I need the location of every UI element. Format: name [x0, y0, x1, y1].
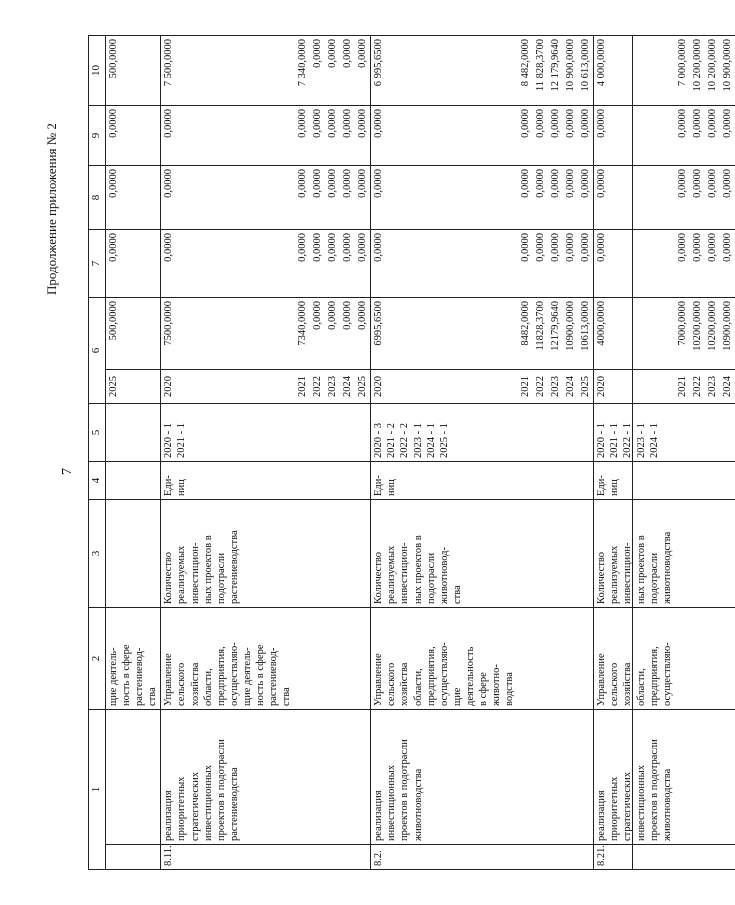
row-number-cell	[720, 845, 735, 870]
table-row	[105, 36, 161, 870]
unit-cell	[325, 462, 340, 500]
federal-funds-cell: 8482,0000	[518, 298, 533, 370]
row-number-cell	[690, 845, 705, 870]
col-number: 8	[89, 166, 106, 230]
activity-name-cell: реализация приоритетных стратегических инвестиционных проектов в подотрасли растениеводства	[161, 710, 295, 845]
year-cell: 2025	[105, 370, 161, 404]
unit-cell	[310, 462, 325, 500]
col-number: 7	[89, 230, 106, 298]
executor-cell: Управление сельского хозяйства области, предприятия, осуществляю-	[594, 608, 675, 710]
activity-name-cell	[720, 710, 735, 845]
regional-funds-cell: 0,0000	[690, 230, 705, 298]
federal-funds-cell: 0,0000	[325, 298, 340, 370]
regional-funds-cell: 0,0000	[594, 230, 675, 298]
col-number: 2	[89, 608, 106, 710]
other-funds-cell: 0,0000	[325, 106, 340, 166]
indicator-name-cell	[578, 500, 594, 608]
row-number-cell	[563, 845, 578, 870]
year-cell: 2022	[533, 370, 548, 404]
executor-cell	[340, 608, 355, 710]
local-funds-cell: 0,0000	[690, 166, 705, 230]
indicator-values-cell	[518, 404, 533, 462]
indicator-values-cell	[105, 404, 161, 462]
executor-cell	[690, 608, 705, 710]
local-funds-cell: 0,0000	[720, 166, 735, 230]
indicator-name-cell	[690, 500, 705, 608]
regional-funds-cell: 0,0000	[310, 230, 325, 298]
table-row	[594, 36, 675, 870]
indicator-values-cell	[675, 404, 690, 462]
activity-name-cell	[295, 710, 310, 845]
total-funds-cell: 7 000,0000	[675, 36, 690, 106]
unit-cell	[690, 462, 705, 500]
unit-cell	[340, 462, 355, 500]
activity-name-cell	[675, 710, 690, 845]
table-row	[295, 36, 310, 870]
indicator-values-cell	[310, 404, 325, 462]
other-funds-cell: 0,0000	[548, 106, 563, 166]
activity-name-cell	[340, 710, 355, 845]
executor-cell	[355, 608, 371, 710]
row-number-cell	[548, 845, 563, 870]
total-funds-cell: 0,0000	[310, 36, 325, 106]
regional-funds-cell: 0,0000	[371, 230, 518, 298]
appendix-header: Продолжение приложения № 2	[44, 123, 59, 295]
total-funds-cell: 11 828,3700	[533, 36, 548, 106]
year-cell: 2024	[340, 370, 355, 404]
other-funds-cell: 0,0000	[578, 106, 594, 166]
indicator-values-cell	[325, 404, 340, 462]
activity-name-cell	[578, 710, 594, 845]
page-number: 7	[60, 468, 75, 475]
col-number: 4	[89, 462, 106, 500]
other-funds-cell: 0,0000	[161, 106, 295, 166]
federal-funds-cell: 10200,0000	[690, 298, 705, 370]
unit-cell: Еди- ниц	[594, 462, 675, 500]
regional-funds-cell: 0,0000	[563, 230, 578, 298]
other-funds-cell: 0,0000	[355, 106, 371, 166]
table-row	[720, 36, 735, 870]
table-row	[578, 36, 594, 870]
regional-funds-cell: 0,0000	[578, 230, 594, 298]
year-cell: 2024	[720, 370, 735, 404]
other-funds-cell: 0,0000	[105, 106, 161, 166]
row-number-cell	[533, 845, 548, 870]
total-funds-cell: 8 482,0000	[518, 36, 533, 106]
executor-cell	[578, 608, 594, 710]
indicator-values-cell: 2020 - 1 2021 - 1 2022 - 1 2023 - 1 2024 - 1	[594, 404, 675, 462]
regional-funds-cell: 0,0000	[161, 230, 295, 298]
year-cell: 2023	[548, 370, 563, 404]
col-number: 5	[89, 404, 106, 462]
unit-cell	[295, 462, 310, 500]
col-number: 6	[89, 298, 106, 404]
unit-cell	[518, 462, 533, 500]
year-cell: 2021	[295, 370, 310, 404]
other-funds-cell: 0,0000	[675, 106, 690, 166]
row-number-cell: 8.11.	[161, 845, 295, 870]
executor-cell	[518, 608, 533, 710]
table-row	[355, 36, 371, 870]
local-funds-cell: 0,0000	[563, 166, 578, 230]
table-row	[705, 36, 720, 870]
indicator-name-cell	[563, 500, 578, 608]
indicator-name-cell	[548, 500, 563, 608]
executor-cell	[295, 608, 310, 710]
regional-funds-cell: 0,0000	[355, 230, 371, 298]
local-funds-cell: 0,0000	[355, 166, 371, 230]
indicator-values-cell	[690, 404, 705, 462]
table-row	[563, 36, 578, 870]
table-row	[548, 36, 563, 870]
local-funds-cell: 0,0000	[548, 166, 563, 230]
federal-funds-cell: 4000,0000	[594, 298, 675, 370]
year-cell: 2024	[563, 370, 578, 404]
row-number-cell: 8.21.	[594, 845, 675, 870]
unit-cell: Еди- ниц	[371, 462, 518, 500]
executor-cell	[720, 608, 735, 710]
row-number-cell	[518, 845, 533, 870]
unit-cell: Еди- ниц	[161, 462, 295, 500]
year-cell: 2022	[690, 370, 705, 404]
activity-name-cell	[690, 710, 705, 845]
federal-funds-cell: 10200,0000	[705, 298, 720, 370]
col-number: 10	[89, 36, 106, 106]
unit-cell	[675, 462, 690, 500]
indicator-values-cell	[355, 404, 371, 462]
row-number-cell	[705, 845, 720, 870]
unit-cell	[705, 462, 720, 500]
other-funds-cell: 0,0000	[295, 106, 310, 166]
activity-name-cell: реализация инвестиционных проектов в подотрасли животноводства	[371, 710, 518, 845]
local-funds-cell: 0,0000	[325, 166, 340, 230]
federal-funds-cell: 7500,0000	[161, 298, 295, 370]
local-funds-cell: 0,0000	[675, 166, 690, 230]
row-number-cell	[325, 845, 340, 870]
col-number: 1	[89, 710, 106, 870]
indicator-values-cell	[548, 404, 563, 462]
indicator-name-cell	[675, 500, 690, 608]
year-cell: 2023	[325, 370, 340, 404]
table-row	[690, 36, 705, 870]
activity-name-cell	[563, 710, 578, 845]
activity-name-cell	[533, 710, 548, 845]
indicator-values-cell	[705, 404, 720, 462]
column-number-row	[89, 36, 106, 870]
federal-funds-cell: 7000,0000	[675, 298, 690, 370]
indicator-name-cell	[355, 500, 371, 608]
indicator-name-cell: Количество реализуемых инвестицион- ных проектов в подотрасли животновод- ства	[371, 500, 518, 608]
indicator-values-cell	[533, 404, 548, 462]
total-funds-cell: 10 200,0000	[690, 36, 705, 106]
year-cell: 2025	[355, 370, 371, 404]
indicator-values-cell	[720, 404, 735, 462]
indicator-name-cell	[295, 500, 310, 608]
total-funds-cell: 7 340,0000	[295, 36, 310, 106]
other-funds-cell: 0,0000	[563, 106, 578, 166]
executor-cell: Управление сельского хозяйства области, предприятия, осуществляю- щие деятельность в сфере животно- водства	[371, 608, 518, 710]
local-funds-cell: 0,0000	[105, 166, 161, 230]
unit-cell	[563, 462, 578, 500]
indicator-values-cell	[340, 404, 355, 462]
indicator-name-cell	[720, 500, 735, 608]
local-funds-cell: 0,0000	[594, 166, 675, 230]
indicator-name-cell	[310, 500, 325, 608]
activity-name-cell	[310, 710, 325, 845]
other-funds-cell: 0,0000	[594, 106, 675, 166]
year-cell: 2021	[675, 370, 690, 404]
table-row	[675, 36, 690, 870]
table-bottom-border	[632, 36, 633, 870]
unit-cell	[720, 462, 735, 500]
federal-funds-cell: 7340,0000	[295, 298, 310, 370]
executor-cell: щие деятель- ность в сфере растениевод- ства	[105, 608, 161, 710]
unit-cell	[355, 462, 371, 500]
total-funds-cell: 500,0000	[105, 36, 161, 106]
row-number-cell	[105, 845, 161, 870]
federal-funds-cell: 0,0000	[355, 298, 371, 370]
executor-cell	[548, 608, 563, 710]
activity-name-cell	[325, 710, 340, 845]
table-row	[325, 36, 340, 870]
federal-funds-cell: 10613,0000	[578, 298, 594, 370]
federal-funds-cell: 500,0000	[105, 298, 161, 370]
other-funds-cell: 0,0000	[720, 106, 735, 166]
table-row	[161, 36, 295, 870]
table-row	[518, 36, 533, 870]
other-funds-cell: 0,0000	[310, 106, 325, 166]
total-funds-cell: 10 900,0000	[563, 36, 578, 106]
federal-funds-cell: 10900,0000	[720, 298, 735, 370]
executor-cell	[533, 608, 548, 710]
executor-cell	[310, 608, 325, 710]
year-cell: 2020	[371, 370, 518, 404]
regional-funds-cell: 0,0000	[548, 230, 563, 298]
year-cell: 2025	[578, 370, 594, 404]
other-funds-cell: 0,0000	[518, 106, 533, 166]
executor-cell	[705, 608, 720, 710]
row-number-cell	[295, 845, 310, 870]
indicator-name-cell	[325, 500, 340, 608]
total-funds-cell: 0,0000	[340, 36, 355, 106]
regional-funds-cell: 0,0000	[533, 230, 548, 298]
regional-funds-cell: 0,0000	[340, 230, 355, 298]
federal-funds-cell: 0,0000	[340, 298, 355, 370]
indicator-name-cell	[105, 500, 161, 608]
table-body	[105, 36, 735, 870]
row-number-cell: 8.2.	[371, 845, 518, 870]
row-number-cell	[340, 845, 355, 870]
unit-cell	[548, 462, 563, 500]
indicator-values-cell	[578, 404, 594, 462]
total-funds-cell: 7 500,0000	[161, 36, 295, 106]
regional-funds-cell: 0,0000	[325, 230, 340, 298]
local-funds-cell: 0,0000	[340, 166, 355, 230]
row-number-cell	[578, 845, 594, 870]
local-funds-cell: 0,0000	[161, 166, 295, 230]
other-funds-cell: 0,0000	[690, 106, 705, 166]
row-number-cell	[310, 845, 325, 870]
year-cell: 2021	[518, 370, 533, 404]
local-funds-cell: 0,0000	[578, 166, 594, 230]
total-funds-cell: 10 200,0000	[705, 36, 720, 106]
indicator-values-cell: 2020 - 1 2021 - 1	[161, 404, 295, 462]
local-funds-cell: 0,0000	[295, 166, 310, 230]
col-number: 3	[89, 500, 106, 608]
regional-funds-cell: 0,0000	[720, 230, 735, 298]
col-number: 9	[89, 106, 106, 166]
indicator-name-cell	[518, 500, 533, 608]
table-row	[340, 36, 355, 870]
federal-funds-cell: 12179,9640	[548, 298, 563, 370]
indicator-name-cell: Количество реализуемых инвестицион- ных проектов в подотрасли растениеводства	[161, 500, 295, 608]
year-cell: 2020	[594, 370, 675, 404]
other-funds-cell: 0,0000	[705, 106, 720, 166]
executor-cell	[563, 608, 578, 710]
unit-cell	[578, 462, 594, 500]
total-funds-cell: 10 613,0000	[578, 36, 594, 106]
executor-cell	[325, 608, 340, 710]
local-funds-cell: 0,0000	[371, 166, 518, 230]
indicator-name-cell	[705, 500, 720, 608]
activity-name-cell	[518, 710, 533, 845]
indicator-name-cell: Количество реализуемых инвестицион- ных проектов в подотрасли животноводства	[594, 500, 675, 608]
regional-funds-cell: 0,0000	[705, 230, 720, 298]
indicator-name-cell	[533, 500, 548, 608]
indicator-values-cell	[563, 404, 578, 462]
federal-funds-cell: 11828,3700	[533, 298, 548, 370]
indicator-values-cell	[295, 404, 310, 462]
federal-funds-cell: 6995,6500	[371, 298, 518, 370]
local-funds-cell: 0,0000	[310, 166, 325, 230]
regional-funds-cell: 0,0000	[105, 230, 161, 298]
program-table	[88, 35, 735, 870]
total-funds-cell: 12 179,9640	[548, 36, 563, 106]
regional-funds-cell: 0,0000	[518, 230, 533, 298]
total-funds-cell: 6 995,6500	[371, 36, 518, 106]
other-funds-cell: 0,0000	[371, 106, 518, 166]
total-funds-cell: 4 000,0000	[594, 36, 675, 106]
activity-name-cell: реализация приоритетных стратегических инвестиционных проектов в подотрасли животноводства	[594, 710, 675, 845]
executor-cell: Управление сельского хозяйства области, предприятия, осуществляю- щие деятель- ность в сфере растениевод- ства	[161, 608, 295, 710]
total-funds-cell: 0,0000	[325, 36, 340, 106]
regional-funds-cell: 0,0000	[675, 230, 690, 298]
activity-name-cell	[105, 710, 161, 845]
indicator-name-cell	[340, 500, 355, 608]
table-row	[310, 36, 325, 870]
regional-funds-cell: 0,0000	[295, 230, 310, 298]
table-row	[371, 36, 518, 870]
row-number-cell	[355, 845, 371, 870]
total-funds-cell: 0,0000	[355, 36, 371, 106]
year-cell: 2023	[705, 370, 720, 404]
federal-funds-cell: 10900,0000	[563, 298, 578, 370]
local-funds-cell: 0,0000	[705, 166, 720, 230]
total-funds-cell: 10 900,0000	[720, 36, 735, 106]
unit-cell	[533, 462, 548, 500]
activity-name-cell	[548, 710, 563, 845]
other-funds-cell: 0,0000	[533, 106, 548, 166]
local-funds-cell: 0,0000	[533, 166, 548, 230]
year-cell: 2020	[161, 370, 295, 404]
table-row	[533, 36, 548, 870]
activity-name-cell	[355, 710, 371, 845]
activity-name-cell	[705, 710, 720, 845]
executor-cell	[675, 608, 690, 710]
local-funds-cell: 0,0000	[518, 166, 533, 230]
unit-cell	[105, 462, 161, 500]
other-funds-cell: 0,0000	[340, 106, 355, 166]
federal-funds-cell: 0,0000	[310, 298, 325, 370]
row-number-cell	[675, 845, 690, 870]
indicator-values-cell: 2020 - 3 2021 - 2 2022 - 2 2023 - 1 2024 - 1 2025 - 1	[371, 404, 518, 462]
year-cell: 2022	[310, 370, 325, 404]
